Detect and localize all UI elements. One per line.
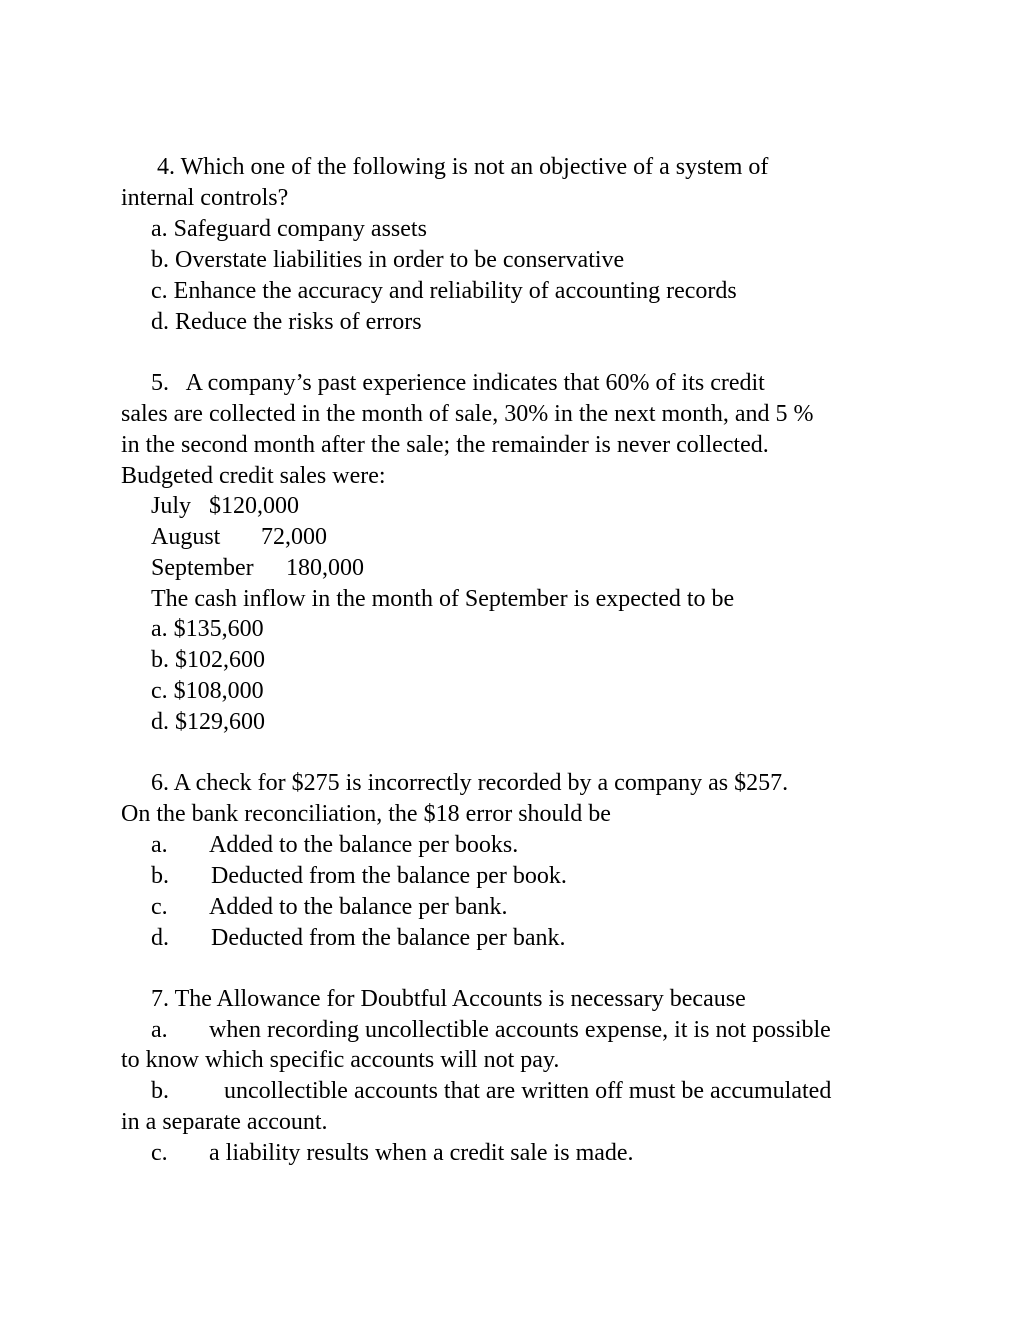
question-6-option-c <box>151 892 508 923</box>
option-label: b. <box>151 863 169 889</box>
option-text: Added to the balance per books. <box>209 832 519 858</box>
sales-month: August <box>151 524 221 550</box>
option-text: a liability results when a credit sale is made. <box>209 1140 634 1166</box>
question-5-option-d: d. $129,600 <box>151 709 265 735</box>
question-6-option-b <box>151 861 567 892</box>
option-text: Deducted from the balance per bank. <box>211 925 566 951</box>
question-6-stem-line-2: On the bank reconciliation, the $18 error should be <box>121 801 611 827</box>
sales-month: September <box>151 555 254 581</box>
sales-month: July <box>151 493 192 519</box>
option-text: Added to the balance per bank. <box>209 894 508 920</box>
question-7-option-b-line-2: in a separate account. <box>121 1109 328 1135</box>
sales-row-september <box>151 553 364 584</box>
question-4-option-b: b. Overstate liabilities in order to be conservative <box>151 247 625 273</box>
question-4-option-c: c. Enhance the accuracy and reliability of accounting records <box>151 278 737 304</box>
question-5-prompt: The cash inflow in the month of September is expected to be <box>151 586 735 612</box>
question-5-stem-line-1: 5. A company’s past experience indicates that 60% of its credit <box>151 370 765 396</box>
option-label: c. <box>151 894 168 920</box>
question-4-stem-line-2: internal controls? <box>121 185 289 211</box>
question-5-option-b: b. $102,600 <box>151 647 265 673</box>
sales-amount: 72,000 <box>261 524 327 550</box>
option-text: when recording uncollectible accounts expense, it is not possible <box>209 1017 831 1043</box>
question-5-stem-line-2: sales are collected in the month of sale, 30% in the next month, and 5 % <box>121 401 814 427</box>
option-label: a. <box>151 832 168 858</box>
option-label: d. <box>151 925 169 951</box>
question-6-stem-line-1: 6. A check for $275 is incorrectly recorded by a company as $257. <box>151 770 789 796</box>
question-4-option-d: d. Reduce the risks of errors <box>151 309 422 335</box>
question-5-stem-line-4: Budgeted credit sales were: <box>121 463 386 489</box>
question-5-stem-line-3: in the second month after the sale; the remainder is never collected. <box>121 432 769 458</box>
question-7-option-a-line-1 <box>151 1015 831 1046</box>
option-label: a. <box>151 1017 168 1043</box>
question-7-stem: 7. The Allowance for Doubtful Accounts is necessary because <box>151 986 746 1012</box>
option-text: uncollectible accounts that are written off must be accumulated <box>224 1078 832 1104</box>
question-7-option-b-line-1 <box>151 1076 831 1107</box>
question-6-option-d <box>151 923 566 954</box>
question-5-option-c: c. $108,000 <box>151 678 264 704</box>
option-text: Deducted from the balance per book. <box>211 863 567 889</box>
sales-amount: $120,000 <box>209 493 299 519</box>
question-5-option-a: a. $135,600 <box>151 616 264 642</box>
sales-row-august <box>151 522 327 553</box>
question-4-option-a: a. Safeguard company assets <box>151 216 427 242</box>
sales-row-july <box>151 491 299 522</box>
sales-amount: 180,000 <box>286 555 364 581</box>
question-7-option-c <box>151 1138 634 1169</box>
question-7-option-a-line-2: to know which specific accounts will not pay. <box>121 1047 560 1073</box>
option-label: b. <box>151 1078 169 1104</box>
question-4-stem-line-1: 4. Which one of the following is not an objective of a system of <box>157 154 769 180</box>
question-6-option-a <box>151 830 518 861</box>
option-label: c. <box>151 1140 168 1166</box>
